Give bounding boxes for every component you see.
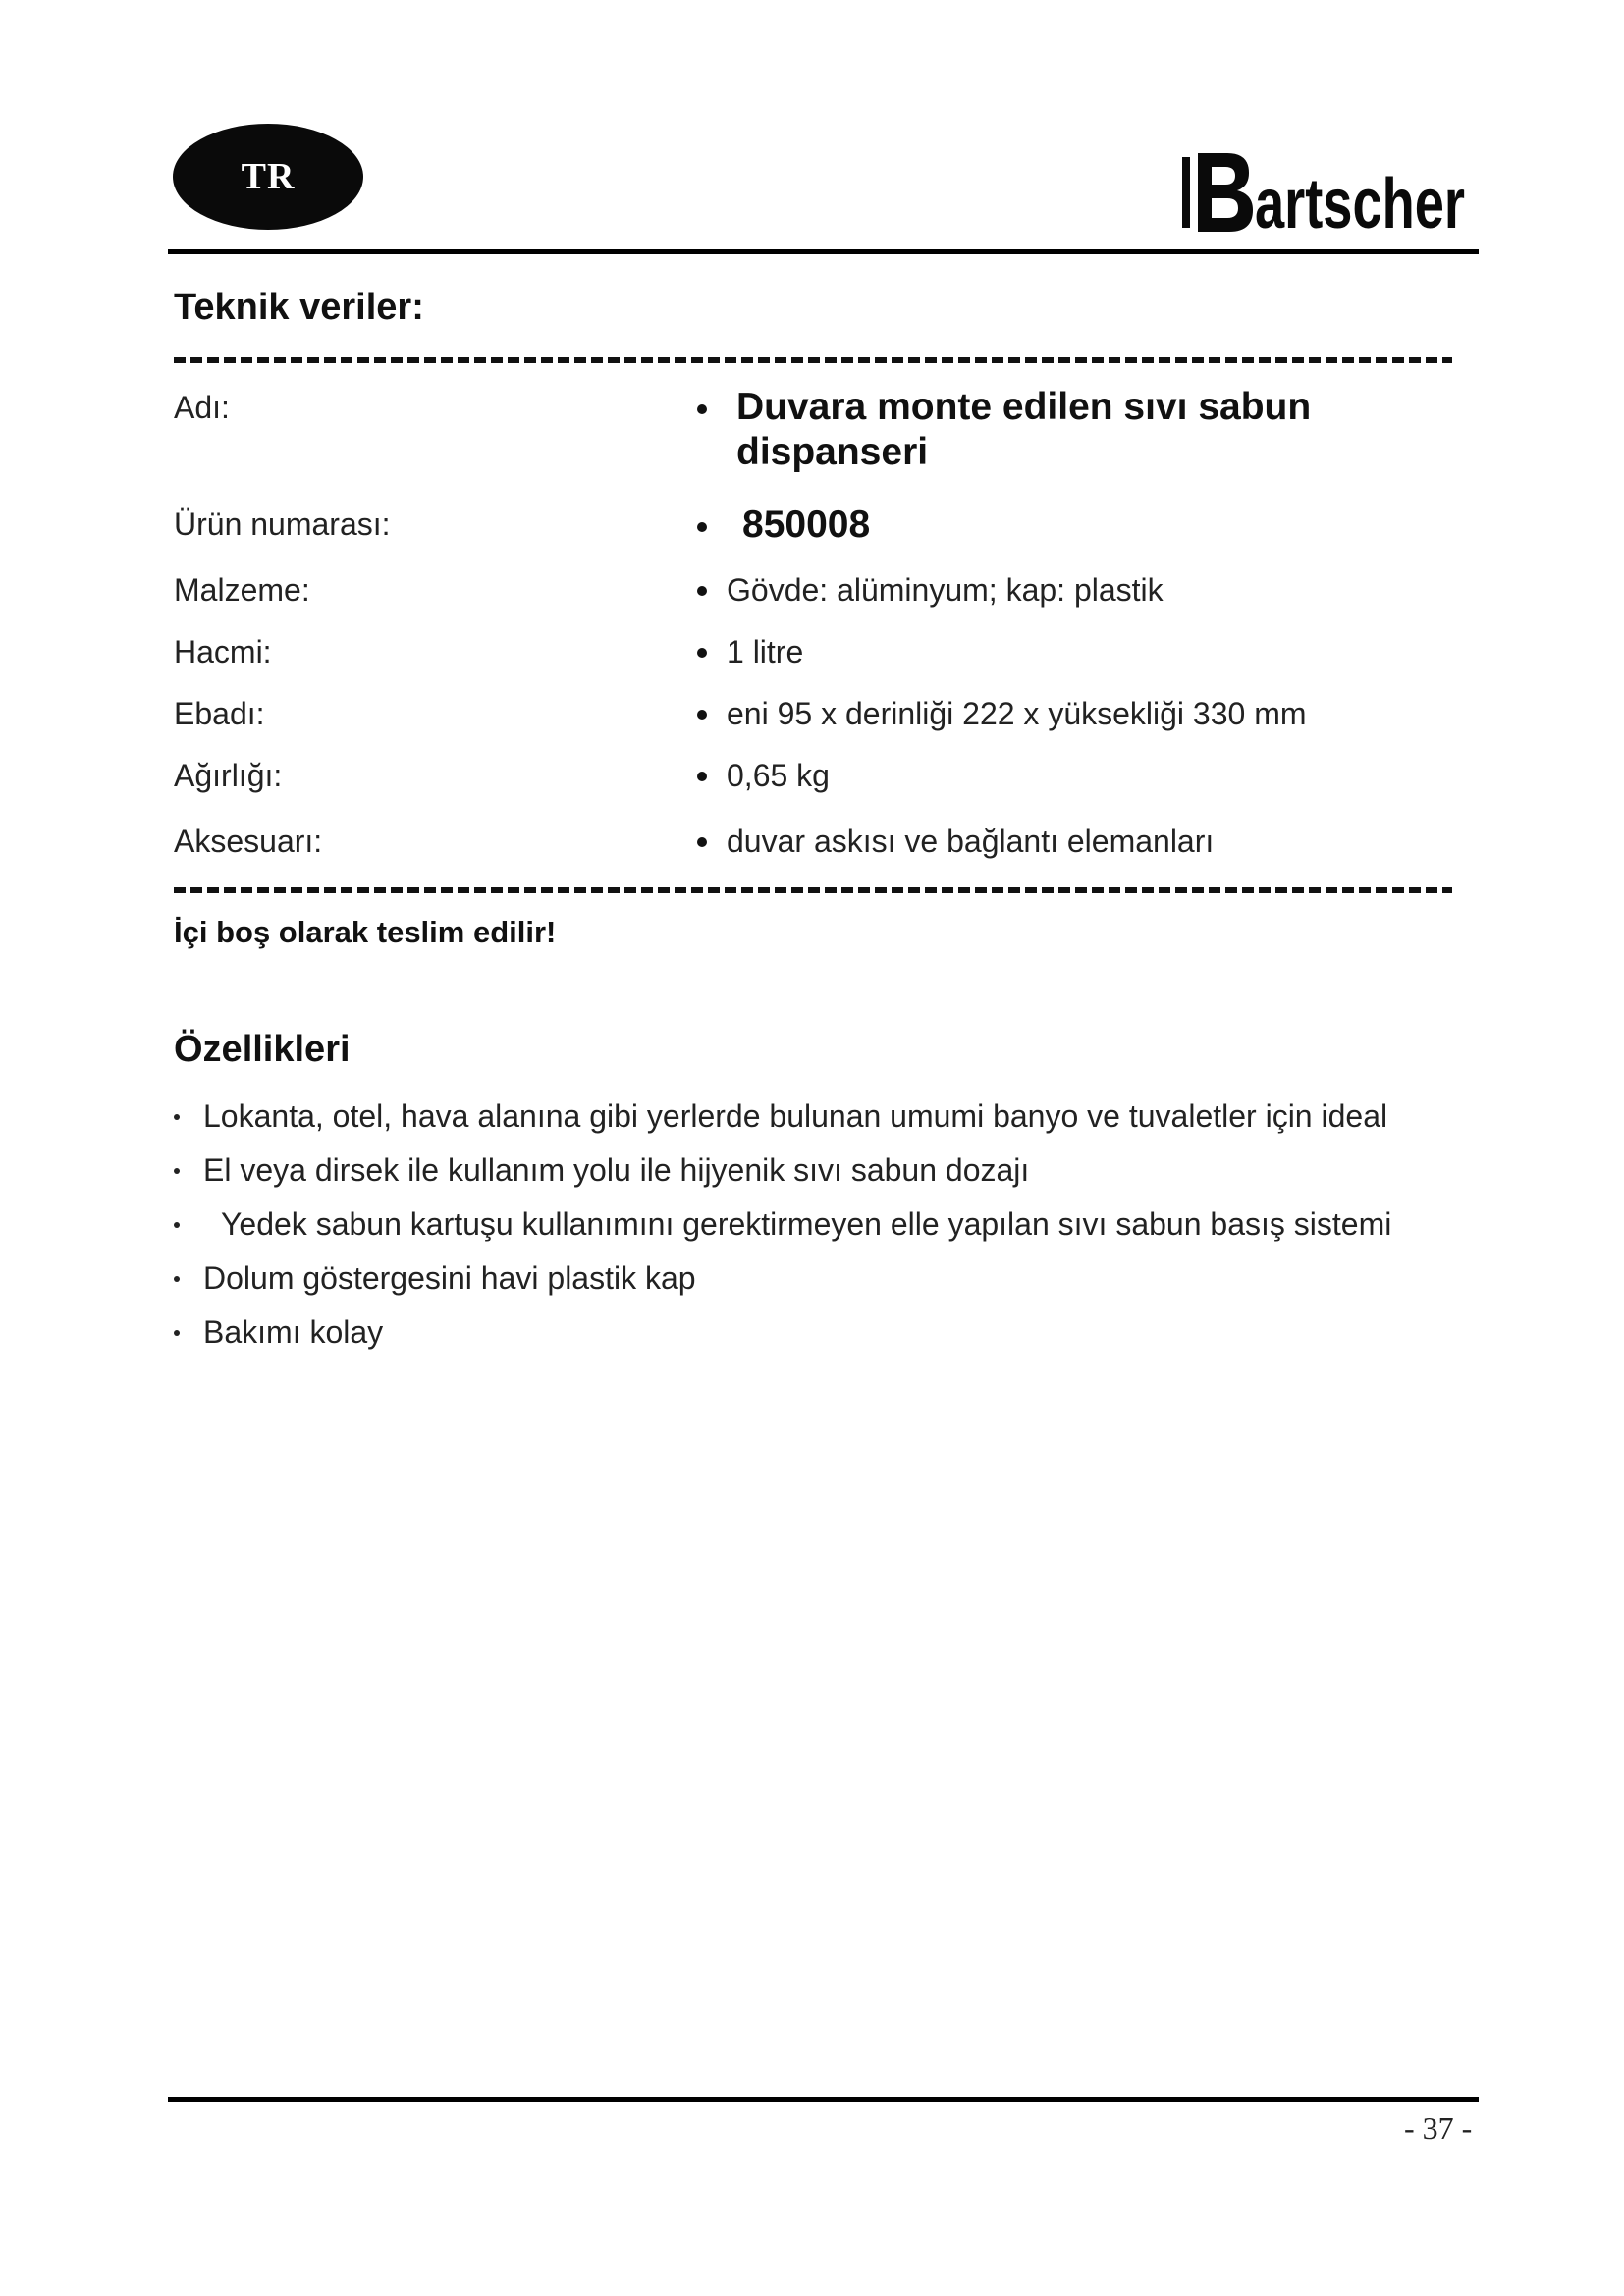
feature-text: Bakımı kolay bbox=[203, 1314, 384, 1350]
volume-value: 1 litre bbox=[727, 634, 804, 669]
product-name-line-1: Duvara monte edilen sıvı sabun bbox=[736, 386, 1312, 428]
material-value: Gövde: alüminyum; kap: plastik bbox=[727, 572, 1164, 608]
spec-value-accessories bbox=[697, 824, 1214, 860]
page-number: - 37 - bbox=[1404, 2110, 1473, 2146]
spec-value-dimensions bbox=[697, 696, 1307, 732]
list-item bbox=[174, 1258, 1480, 1312]
product-name-line-2: dispanseri bbox=[736, 431, 929, 473]
dimensions-value: eni 95 x derinliği 222 x yüksekliği 330 mm bbox=[727, 696, 1307, 731]
bullet-icon bbox=[697, 710, 707, 720]
bullet-icon bbox=[174, 1276, 180, 1282]
dashed-separator-bottom bbox=[174, 887, 1452, 893]
feature-text: Lokanta, otel, hava alanına gibi yerlerde bulunan umumi banyo ve tuvaletler için ideal bbox=[203, 1098, 1388, 1134]
spec-label-product-number: Ürün numarası: bbox=[174, 507, 391, 542]
bartscher-logo bbox=[1176, 143, 1471, 241]
features-title: Özellikleri bbox=[174, 1029, 351, 1070]
bullet-icon bbox=[174, 1330, 180, 1336]
spec-value-volume bbox=[697, 634, 803, 670]
bullet-icon bbox=[174, 1168, 180, 1174]
features-list bbox=[174, 1096, 1480, 1366]
feature-text: El veya dirsek ile kullanım yolu ile hijyenik sıvı sabun dozajı bbox=[203, 1152, 1030, 1188]
spec-label-name: Adı: bbox=[174, 390, 230, 425]
feature-text: Yedek sabun kartuşu kullanımını gerektirmeyen elle yapılan sıvı sabun basış sistemi bbox=[221, 1206, 1392, 1242]
product-number: 850008 bbox=[742, 504, 871, 546]
spec-label-material: Malzeme: bbox=[174, 572, 310, 608]
language-badge: TR bbox=[173, 124, 363, 230]
weight-value: 0,65 kg bbox=[727, 758, 830, 793]
list-item bbox=[174, 1204, 1480, 1258]
bullet-icon bbox=[697, 648, 707, 658]
bullet-icon bbox=[697, 404, 707, 414]
svg-text:artscher: artscher bbox=[1255, 165, 1465, 243]
spec-value-name bbox=[697, 385, 1311, 475]
product-name bbox=[734, 385, 1311, 475]
list-item bbox=[174, 1096, 1480, 1150]
spec-value-product-number bbox=[697, 503, 870, 548]
spec-label-weight: Ağırlığı: bbox=[174, 758, 283, 793]
spec-value-weight bbox=[697, 758, 830, 794]
header-rule bbox=[168, 249, 1479, 254]
bullet-icon bbox=[697, 522, 707, 532]
feature-text: Dolum göstergesini havi plastik kap bbox=[203, 1260, 696, 1296]
list-item bbox=[174, 1150, 1480, 1204]
list-item bbox=[174, 1312, 1480, 1366]
brand-logo-graphic bbox=[1176, 143, 1471, 241]
delivery-note: İçi boş olarak teslim edilir! bbox=[174, 915, 557, 949]
bullet-icon bbox=[697, 772, 707, 781]
spec-label-accessories: Aksesuarı: bbox=[174, 824, 323, 859]
bullet-icon bbox=[697, 837, 707, 847]
spec-label-dimensions: Ebadı: bbox=[174, 696, 265, 731]
bullet-icon bbox=[174, 1222, 180, 1228]
footer-rule bbox=[168, 2097, 1479, 2102]
dashed-separator-top bbox=[174, 357, 1452, 363]
spec-value-material bbox=[697, 572, 1164, 609]
technical-data-title: Teknik veriler: bbox=[174, 287, 424, 328]
accessories-value: duvar askısı ve bağlantı elemanları bbox=[727, 824, 1215, 859]
bullet-icon bbox=[697, 586, 707, 596]
bullet-icon bbox=[174, 1114, 180, 1120]
spec-label-volume: Hacmi: bbox=[174, 634, 272, 669]
